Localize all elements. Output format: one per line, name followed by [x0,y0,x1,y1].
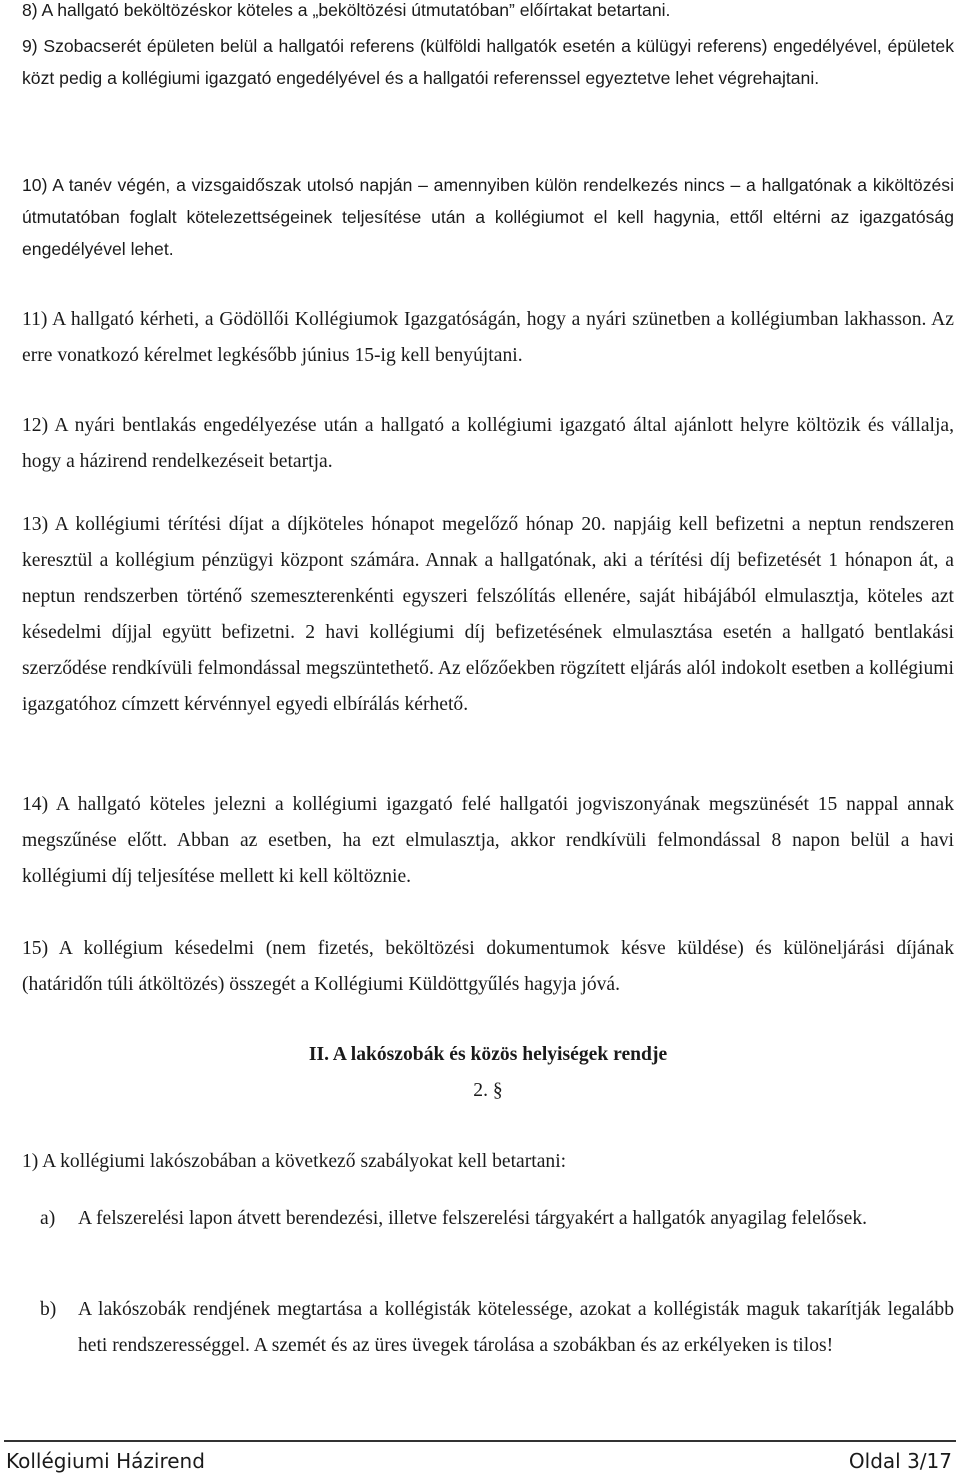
paragraph-14: 14) A hallgató köteles jelezni a kollégiumi igazgató felé hallgatói jogviszonyának megszünését 15 nappal annak megszűnése előtt. Abban az esetben, ha ezt elmulasztja, akkor rendkívüli felmondással 8 napon belül a havi kollégiumi díj teljesítése mellett ki kell költöznie. [22,794,954,887]
list-marker: b) [40,1299,57,1320]
footer-page-number: Oldal 3/17 [848,1449,952,1473]
list-item [40,1292,954,1364]
list-item [40,1201,954,1237]
paragraph-10: 10) A tanév végén, a vizsgaidőszak utolsó napján – amennyiben külön rendelkezés nincs – a hallgatónak a kiköltözési útmutatóban foglalt kötelezettségeinek teljesítése után a kollégiumot el kell hagynia, ettől eltérni az igazgatóság engedélyével lehet. [22,175,954,259]
paragraph-15: 15) A kollégium késedelmi (nem fizetés, beköltözési dokumentumok késve küldése) és különeljárási díjának (határidőn túli átköltözés) összegét a Kollégiumi Küldöttgyűlés hagyja jóvá. [22,938,954,995]
footer-document-title: Kollégiumi Házirend [6,1449,205,1473]
list-item-text: A lakószobák rendjének megtartása a kollégisták kötelessége, azokat a kollégisták maguk takarítják legalább heti rendszerességgel. A szemét és az üres üvegek tárolása a szobákban és az erkélyeken is tilos! [78,1299,954,1356]
paragraph-9: 9) Szobacserét épületen belül a hallgatói referens (külföldi hallgatók esetén a külügyi referens) engedélyével, épületek közt pedig a kollégiumi igazgató engedélyével és a hallgatói referenssel egyeztetve lehet végrehajtani. [22,36,954,88]
section-heading: II. A lakószobák és közös helyiségek rendje [308,1044,668,1065]
paragraph-8: 8) A hallgató beköltözéskor köteles a „beköltözési útmutatóban” előírtakat betartani. [22,0,671,20]
paragraph-13: 13) A kollégiumi térítési díjat a díjköteles hónapot megelőző hónap 20. napjáig kell befizetni a neptun rendszeren keresztül a kollégium pénzügyi központ számára. Annak a hallgatónak, aki a térítési díj befizetését 1 hónapon át, a neptun rendszerben történő szemeszterenkénti egyszeri felszólítás ellenére, saját hibájából elmulasztja, köteles azt késedelmi díjjal együtt befizetni. 2 havi kollégiumi díj befizetésének elmulasztása esetén a hallgató bentlakási szerződése rendkívüli felmondással megszüntethető. Az előzőekben rögzített eljárás alól indokolt esetben a kollégiumi igazgatóhoz címzett kérvénnyel egyedi elbírálás kérhető. [22,514,954,715]
paragraph-number: 2. § [473,1080,503,1101]
list-item-text: A felszerelési lapon átvett berendezési, illetve felszerelési tárgyakért a hallgatók anyagilag felelősek. [78,1208,868,1229]
rules-intro: 1) A kollégiumi lakószobában a következő szabályokat kell betartani: [22,1151,567,1172]
list-marker: a) [40,1208,56,1229]
paragraph-12: 12) A nyári bentlakás engedélyezése után a hallgató a kollégiumi igazgató által ajánlott helyre költözik és vállalja, hogy a házirend rendelkezéseit betartja. [22,415,954,472]
paragraph-11: 11) A hallgató kérheti, a Gödöllői Kollégiumok Igazgatóságán, hogy a nyári szünetben a kollégiumban lakhasson. Az erre vonatkozó kérelmet legkésőbb június 15-ig kell benyújtani. [22,309,954,366]
footer-divider [4,1440,956,1442]
